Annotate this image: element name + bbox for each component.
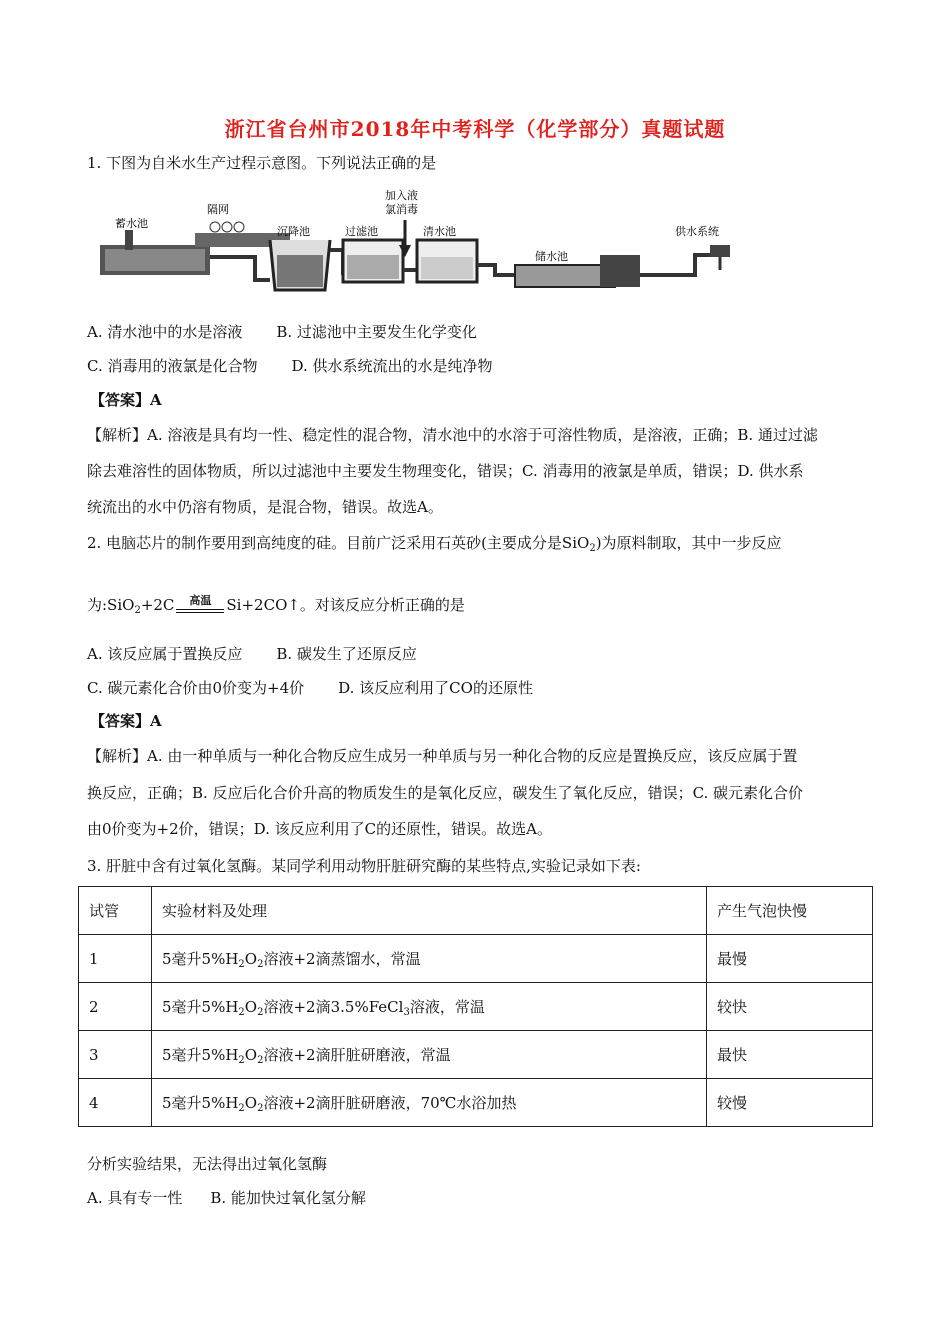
table-cell: 3 bbox=[79, 1031, 152, 1079]
q2-answer: 【答案】A bbox=[90, 712, 162, 730]
table-header-cell: 实验材料及处理 bbox=[152, 887, 707, 935]
q2-stem-text-b: )为原料制取，其中一步反应 bbox=[595, 534, 782, 552]
diagram-label-clear-water: 清水池 bbox=[423, 225, 456, 238]
q2-option-a: A. 该反应属于置换反应 bbox=[87, 645, 243, 663]
q1-option-b: B. 过滤池中主要发生化学变化 bbox=[276, 323, 477, 341]
q2-options-cd bbox=[87, 677, 533, 699]
q2-option-c: C. 碳元素化合价由0价变为+4价 bbox=[87, 679, 305, 697]
diagram-label-reservoir: 蓄水池 bbox=[115, 217, 148, 230]
q2-eq-products: Si+2CO↑。对该反应分析正确的是 bbox=[226, 596, 465, 614]
diagram-label-sedimentation: 沉降池 bbox=[277, 225, 310, 238]
q2-option-b: B. 碳发生了还原反应 bbox=[276, 645, 417, 663]
q1-analysis-line-2: 除去难溶性的固体物质，所以过滤池中主要发生物理变化，错误；C. 消毒用的液氯是单质，错误；D. 供水系 bbox=[87, 462, 804, 480]
table-cell: 4 bbox=[79, 1079, 152, 1127]
table-cell: 最快 bbox=[707, 1031, 873, 1079]
q1-option-a: A. 清水池中的水是溶液 bbox=[87, 323, 243, 341]
table-header-cell: 试管 bbox=[79, 887, 152, 935]
reaction-condition-sign bbox=[174, 594, 226, 622]
diagram-label-screen: 隔网 bbox=[207, 203, 229, 216]
q2-analysis-line-1: 【解析】A. 由一种单质与一种化合物反应生成另一种单质与另一种化合物的反应是置换反应，该反应属于置 bbox=[87, 747, 798, 765]
diagram-label-filter: 过滤池 bbox=[345, 225, 378, 238]
q2-eq-reactant-b: +2C bbox=[140, 596, 175, 614]
q2-stem-text-a: 2. 电脑芯片的制作要用到高纯度的硅。目前广泛采用石英砂(主要成分是SiO bbox=[87, 534, 590, 552]
q3-after-text: 分析实验结果，无法得出过氧化氢酶 bbox=[87, 1155, 328, 1173]
q2-eq-sub: 2 bbox=[134, 605, 141, 616]
q3-option-a: A. 具有专一性 bbox=[87, 1189, 183, 1207]
q1-option-c: C. 消毒用的液氯是化合物 bbox=[87, 357, 258, 375]
q2-options-ab bbox=[87, 643, 417, 665]
table-cell: 较慢 bbox=[707, 1079, 873, 1127]
table-header-row bbox=[79, 887, 873, 935]
q2-option-d: D. 该反应利用了CO的还原性 bbox=[338, 679, 533, 697]
q1-option-d: D. 供水系统流出的水是纯净物 bbox=[291, 357, 493, 375]
experiment-table bbox=[78, 886, 873, 1127]
q1-analysis-line-3: 统流出的水中仍溶有物质，是混合物，错误。故选A。 bbox=[87, 498, 443, 516]
table-header-cell: 产生气泡快慢 bbox=[707, 887, 873, 935]
table-row bbox=[79, 983, 873, 1031]
q2-stem-line-2 bbox=[87, 594, 465, 622]
table-cell: 5毫升$5\%H_2O_2$溶液+2滴3.5%FeCl$_3$溶液，常温 bbox=[152, 983, 707, 1031]
table-cell: 较快 bbox=[707, 983, 873, 1031]
table-cell: 2 bbox=[79, 983, 152, 1031]
reaction-condition: 高温 bbox=[189, 594, 212, 607]
table-row bbox=[79, 1031, 873, 1079]
table-cell: 5毫升$5\%H_2O_2$溶液+2滴蒸馏水，常温 bbox=[152, 935, 707, 983]
q3-option-b: B. 能加快过氧化氢分解 bbox=[210, 1189, 366, 1207]
q1-options-ab bbox=[87, 321, 477, 343]
water-treatment-diagram bbox=[95, 185, 745, 305]
table-cell: 1 bbox=[79, 935, 152, 983]
q2-eq-reactant-a: 为:SiO bbox=[87, 596, 135, 614]
diagram-label-storage: 储水池 bbox=[535, 250, 568, 263]
faucet-shape bbox=[710, 245, 730, 257]
q2-stem-sub: 2 bbox=[589, 543, 596, 554]
q1-stem: 1. 下图为自米水生产过程示意图。下列说法正确的是 bbox=[87, 154, 437, 172]
q1-answer: 【答案】A bbox=[90, 391, 162, 409]
page-title: 浙江省台州市2018年中考科学（化学部分）真题试题 bbox=[224, 117, 726, 141]
diagram-label-chlorine: 氯消毒 bbox=[385, 203, 418, 216]
q3-stem: 3. 肝脏中含有过氧化氢酶。某同学利用动物肝脏研究酶的某些特点,实验记录如下表: bbox=[87, 857, 641, 875]
q1-options-cd bbox=[87, 355, 493, 377]
q2-analysis-line-3: 由0价变为+2价，错误；D. 该反应利用了C的还原性，错误。故选A。 bbox=[87, 820, 552, 838]
reservoir-water bbox=[105, 249, 205, 271]
diagram-label-add-liquid: 加入液 bbox=[385, 189, 418, 202]
q3-options-ab bbox=[87, 1187, 366, 1209]
q2-stem-line-1 bbox=[87, 532, 782, 560]
table-cell: 5毫升$5\%H_2O_2$溶液+2滴肝脏研磨液，常温 bbox=[152, 1031, 707, 1079]
table-row bbox=[79, 935, 873, 983]
table-cell: 最慢 bbox=[707, 935, 873, 983]
table-cell: 5毫升$5\%H_2O_2$溶液+2滴肝脏研磨液，70℃水浴加热 bbox=[152, 1079, 707, 1127]
q2-analysis-line-2: 换反应，正确；B. 反应后化合价升高的物质发生的是氧化反应，碳发生了氧化反应，错误；C. 碳元素化合价 bbox=[87, 784, 804, 802]
table-row bbox=[79, 1079, 873, 1127]
q1-analysis-line-1: 【解析】A. 溶液是具有均一性、稳定性的混合物，清水池中的水溶于可溶性物质，是溶液，正确；B. 通过过滤 bbox=[87, 426, 818, 444]
diagram-label-supply: 供水系统 bbox=[675, 225, 719, 238]
